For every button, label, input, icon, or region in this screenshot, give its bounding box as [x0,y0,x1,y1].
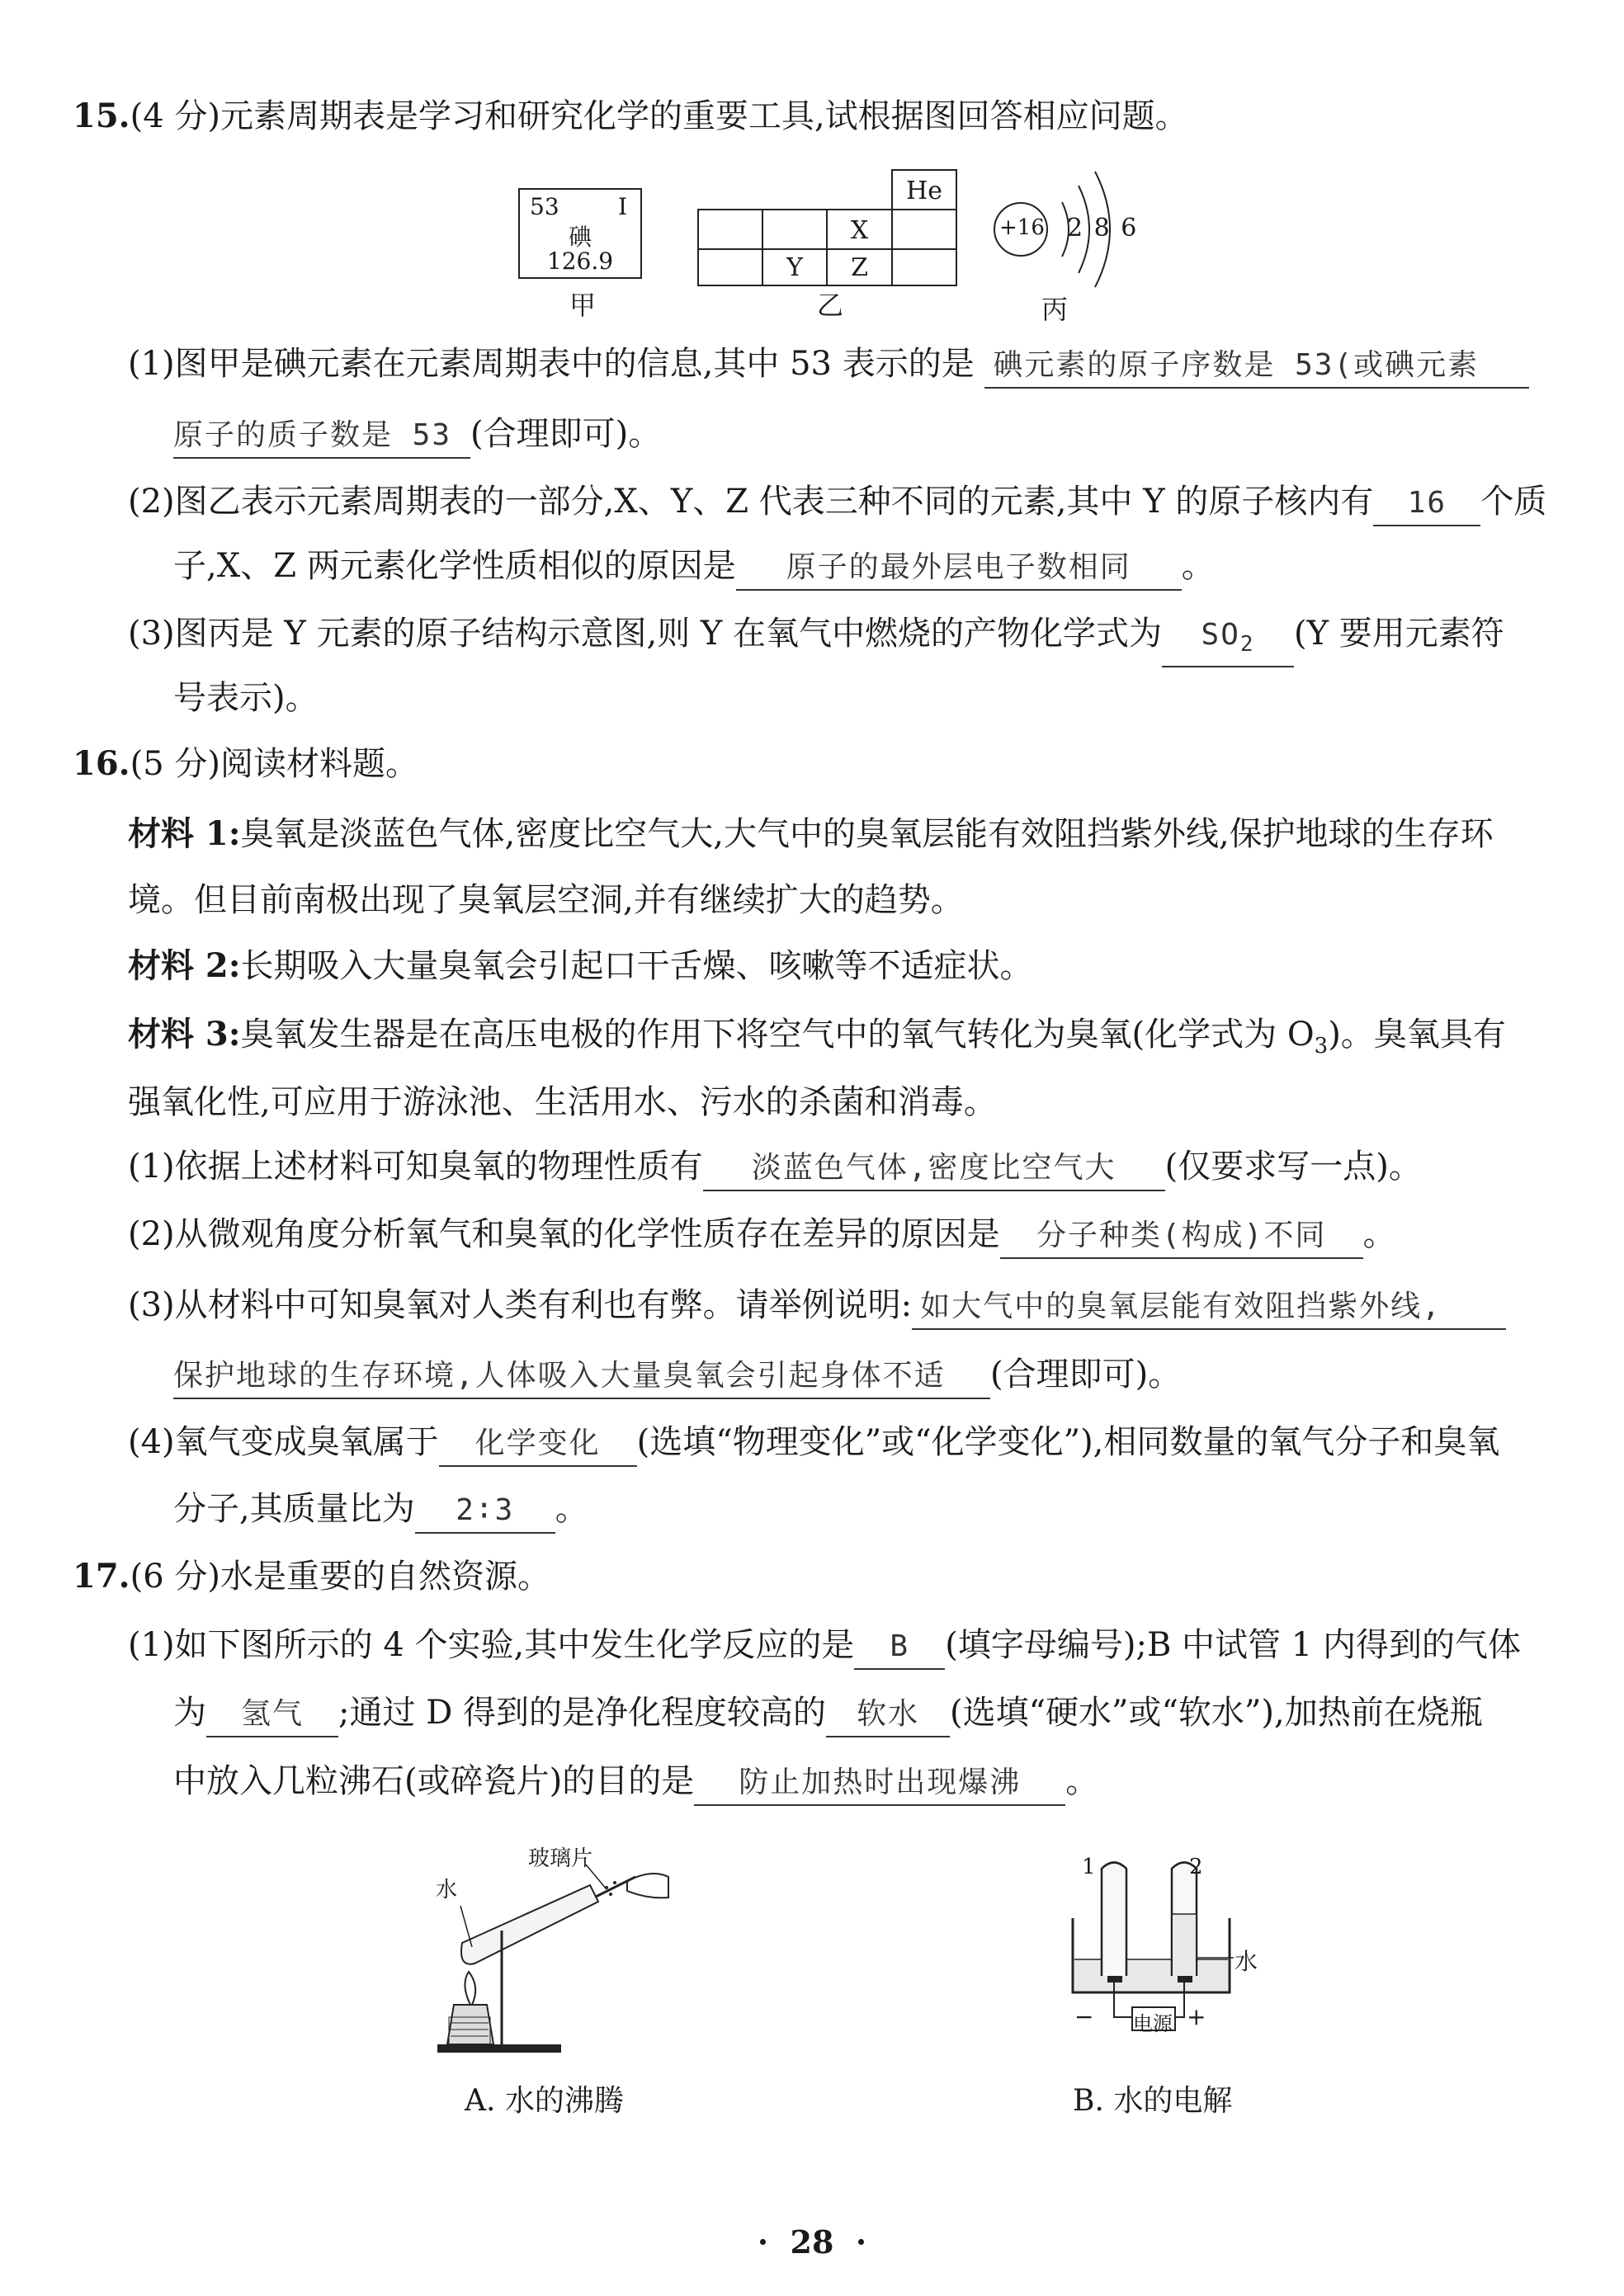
q17-p1-b-tail: (选填“硬水”或“软水”),加热前在烧瓶 [949,1694,1483,1732]
q16-material3-subscript: 3 [1314,1034,1329,1058]
page-number: · 28 · [757,2223,867,2261]
q17-title-line [73,1555,550,1598]
jia-atomic-mass: 126.9 [546,248,614,275]
q16-p3-answer-a: 如大气中的臭氧层能有效阻挡紫外线, [912,1285,1506,1330]
fig-b-plus-label: + [1187,2003,1206,2030]
q16-material1-text-b: 境。但目前南极出现了臭氧层空洞,并有继续扩大的趋势。 [128,881,964,919]
q17-p1-c-tail: 。 [1065,1762,1099,1800]
q16-p4-tail: 。 [555,1490,588,1528]
fig-b-minus-label: − [1074,2003,1094,2030]
yi-cell [891,209,957,250]
fig-a-glass-label: 玻璃片 [528,1846,593,1871]
q15-fig-yi [697,169,961,285]
q15-part2-line-b [173,545,1215,591]
q16-part3-line-a [128,1284,1506,1330]
yi-cell-y: Y [762,248,828,286]
q16-p1-text: (1)依据上述材料可知臭氧的物理性质有 [128,1148,703,1186]
q16-p4-text: (4)氧气变成臭氧属于 [128,1423,439,1461]
q17-p1-text: (1)如下图所示的 4 个实验,其中发生化学反应的是 [128,1626,855,1664]
bing-nucleus-charge: +16 [999,215,1045,240]
fig-b-caption: B. 水的电解 [1073,2084,1233,2118]
page-number-value: 28 [790,2223,834,2261]
q16-title-line [73,743,418,785]
q17-number: 17. [73,1557,130,1596]
q16-part3-line-b [173,1353,1181,1399]
q15-p1-text: (1)图甲是碘元素在元素周期表中的信息,其中 53 表示的是 [128,345,975,383]
jia-element-name: 碘 [568,224,592,251]
q15-p1-tail: (合理即可)。 [470,415,662,453]
q16-material1-text-a: 臭氧是淡蓝色气体,密度比空气大,大气中的臭氧层能有效阻挡紫外线,保护地球的生存环 [240,815,1494,853]
q16-p4-answer-b: 2∶3 [415,1489,555,1534]
q17-part1-line-b [173,1691,1483,1737]
q16-p1-answer: 淡蓝色气体,密度比空气大 [703,1147,1165,1191]
q16-material1-label: 材料 1: [128,814,241,853]
q17-p1-mid: (填字母编号);B 中试管 1 内得到的气体 [945,1626,1521,1664]
fig-b-water-label: 水 [1235,1948,1258,1975]
q16-p4-text-b: 分子,其质量比为 [173,1490,415,1528]
q16-material1-line-b [128,879,964,922]
q17-part1-line-c [173,1760,1098,1806]
q15-title: (4 分)元素周期表是学习和研究化学的重要工具,试根据图回答相应问题。 [130,97,1188,135]
q17-p1-b-text: 为 [173,1694,206,1732]
q16-part4-line-a [128,1421,1499,1467]
q16-p2-text: (2)从微观角度分析氧气和臭氧的化学性质存在差异的原因是 [128,1215,1000,1253]
q16-p4-answer: 化学变化 [439,1422,637,1467]
q15-p3-text-b: (Y 要用元素符 [1294,615,1504,653]
q16-material3-line-a [128,1013,1506,1068]
q15-p2-text-a: (2)图乙表示元素周期表的一部分,X、Y、Z 代表三种不同的元素,其中 Y 的原子核内有 [128,483,1374,521]
q15-p2-answer-a: 16 [1373,482,1480,526]
q15-part2-line-a [128,480,1546,526]
q16-material3-text-b: 强氧化性,可应用于游泳池、生活用水、污水的杀菌和消毒。 [128,1083,997,1121]
q15-p2-answer-b: 原子的最外层电子数相同 [736,546,1182,591]
yi-cell-x: X [826,209,893,250]
q16-p3-text: (3)从材料中可知臭氧对人类有利也有弊。请举例说明: [128,1286,913,1324]
q16-part2-line [128,1213,1396,1259]
jia-symbol: I [617,193,627,220]
q17-p1-c-text: 中放入几粒沸石(或碎瓷片)的目的是 [173,1762,695,1800]
q15-p2-text-b: 个质 [1480,483,1547,521]
q15-part3-line-b [173,677,319,719]
q16-material2-label: 材料 2: [128,946,241,985]
q16-material3-text-a: 臭氧发生器是在高压电极的作用下将空气中的氧气转化为臭氧(化学式为 O [240,1016,1315,1054]
q16-title: (5 分)阅读材料题。 [130,745,418,783]
yi-cell [762,209,828,250]
q15-p3-answer: $SO_2$ [1162,614,1294,667]
bing-caption: 丙 [1041,294,1069,325]
q17-p1-answer-d: 防止加热时出现爆沸 [694,1761,1065,1806]
q17-p1-answer-b: 氢气 [206,1693,338,1737]
q15-part1-line-b [173,413,661,459]
q17-part1-line-a [128,1624,1521,1670]
q15-p1-answer-a: 碘元素的原子序数是 53(或碘元素 [984,344,1529,389]
yi-cell-z: Z [826,248,893,286]
q16-part1-line [128,1145,1422,1191]
q17-title: (6 分)水是重要的自然资源。 [130,1558,550,1596]
q16-p1-tail: (仅要求写一点)。 [1164,1148,1422,1186]
q17-fig-a-boiling-apparatus [429,1840,677,2063]
q15-p2-text-d: 。 [1181,547,1215,585]
fig-b-tube1-label: 1 [1082,1855,1096,1879]
q15-fig-jia [518,188,642,279]
q15-part1-line-a [128,342,1529,389]
q16-material2-line [128,945,1033,988]
q17-p1-answer: B [854,1625,945,1670]
bing-electron-shells: 2 8 6 [1067,214,1137,243]
q16-material3-text-a-tail: )。臭氧具有 [1328,1016,1506,1054]
yi-cell-he: He [891,169,957,210]
q16-p3-tail: (合理即可)。 [990,1355,1182,1393]
q16-p4-mid: (选填“物理变化”或“化学变化”),相同数量的氧气分子和臭氧 [636,1423,1500,1461]
q15-p3-text-c: 号表示)。 [173,679,319,717]
q16-part4-line-b [173,1487,588,1534]
fig-b-tube2-label: 2 [1189,1855,1203,1879]
q15-number: 15. [73,97,130,135]
q15-p1-answer-b: 原子的质子数是 53 [173,414,470,459]
q16-material3-label: 材料 3: [128,1015,241,1054]
q16-material1-line-a [128,813,1494,856]
q15-p3-text-a: (3)图丙是 Y 元素的原子结构示意图,则 Y 在氧气中燃烧的产物化学式为 [128,615,1163,653]
q15-title-line [73,95,1188,138]
q17-p1-answer-c: 软水 [826,1693,950,1737]
q16-number: 16. [73,744,130,783]
fig-a-caption: A. 水的沸腾 [465,2084,624,2118]
yi-cell [697,248,763,286]
q15-part3-line-a [128,612,1504,667]
q16-p2-answer: 分子种类(构成)不同 [1000,1214,1363,1259]
q16-p3-answer-b: 保护地球的生存环境,人体吸入大量臭氧会引起身体不适 [173,1355,990,1399]
q17-p1-b-mid: ;通过 D 得到的是净化程度较高的 [338,1694,826,1732]
jia-caption: 甲 [569,290,597,321]
q16-p2-tail: 。 [1362,1215,1396,1253]
q15-p2-text-c: 子,X、Z 两元素化学性质相似的原因是 [173,547,736,585]
yi-cell [697,209,763,250]
yi-cell [891,248,957,286]
q16-material2-text: 长期吸入大量臭氧会引起口干舌燥、咳嗽等不适症状。 [240,947,1033,985]
q16-material3-line-b [128,1081,997,1124]
fig-b-power-label: 电源 [1133,2012,1173,2035]
yi-caption: 乙 [817,290,844,321]
jia-atomic-number: 53 [530,193,559,220]
fig-a-water-label: 水 [436,1878,458,1902]
